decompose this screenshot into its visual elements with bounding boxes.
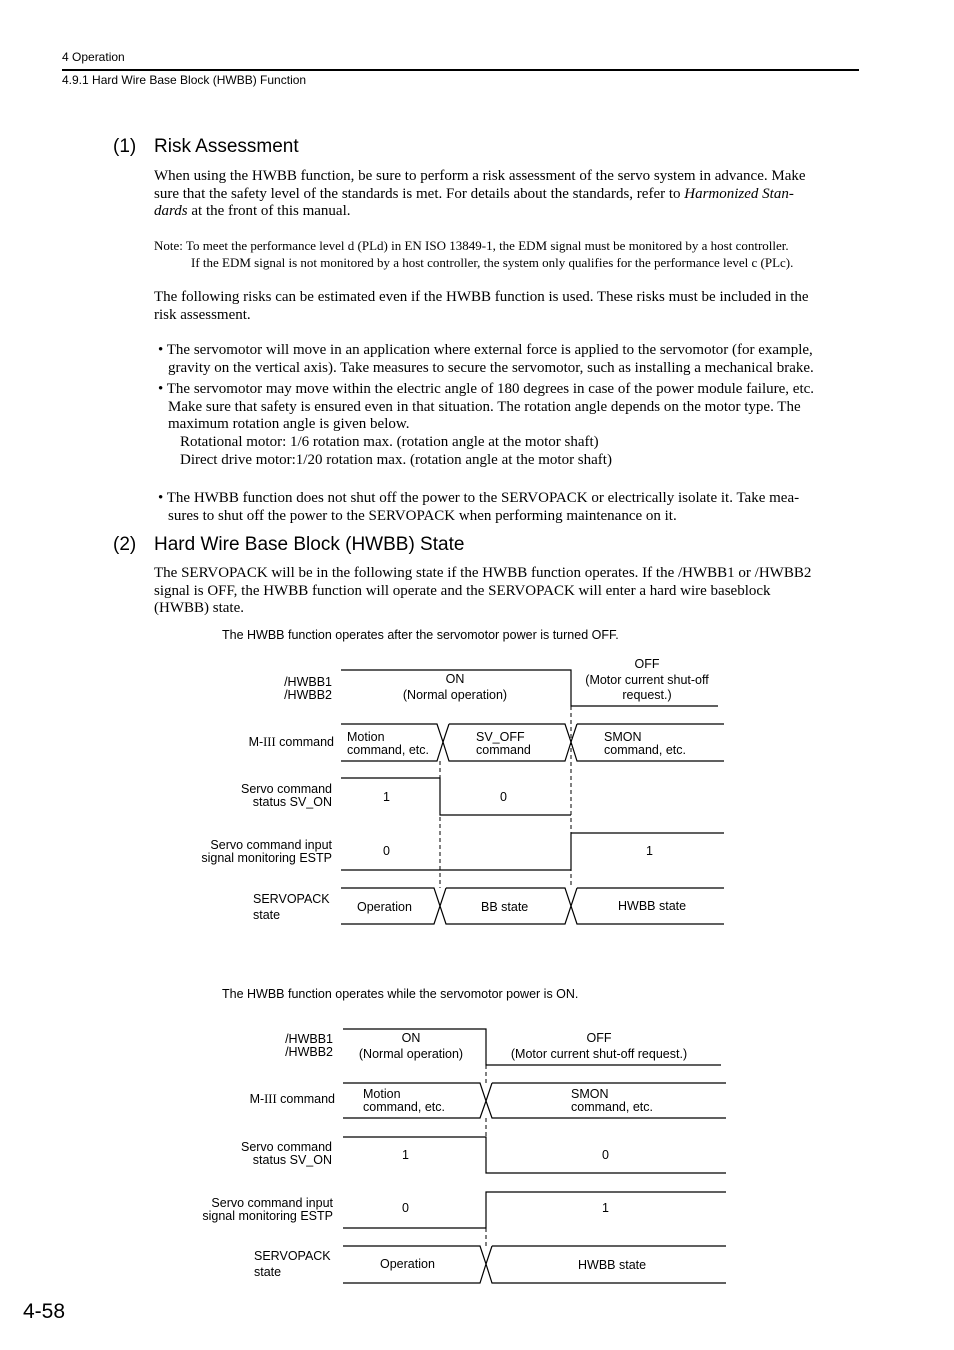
section2-number: (2) [113,534,137,555]
diagram1-estp-1: 1 [646,844,653,858]
section-label: 4.9.1 Hard Wire Base Block (HWBB) Function [62,73,307,87]
chapter-label: 4 Operation [62,50,125,64]
diagram2-label-svon: Servo command status SV_ON [240,1140,332,1167]
diagram2-svon-waveform [343,1137,726,1173]
section1-heading: Risk Assessment [154,136,299,157]
diagram1-svon-1: 1 [383,790,390,804]
diagram1-cmd3: SMON command, etc. [604,730,686,757]
section1-number: (1) [113,136,137,157]
diagram2-label-estp: Servo command input signal monitoring ESTP [202,1196,333,1223]
bullet-item-3: • The HWBB function does not shut off the power to the SERVOPACK or electrically isolate it. Take mea- sures to shut off the power to the SERVOPACK when performing maintenance on it. [158,490,800,524]
bullet-item-2: • The servomotor may move within the electric angle of 180 degrees in case of the power module failure, etc. Make sure that safety is ensured even in that situation. The rotation angle depends on the motor type. The maximum rotation angle is given below. Rotational motor: 1/6 rotation max. (rotation angle at the motor shaft) Direct drive motor:1/20 rotation max. (rotation angle at the motor shaft) [158,381,815,468]
diagram2-svon-0: 0 [602,1148,609,1162]
diagram1-state-operation: Operation [357,900,412,914]
bullet-item-1: • The servomotor will move in an application where external force is applied to the servomotor (for example, gravity on the vertical axis). Take measures to secure the servomotor, such as installing a mechanical brake. [158,342,814,376]
section2-heading: Hard Wire Base Block (HWBB) State [154,534,465,555]
diagram1-label-servopack: SERVOPACK state [253,892,330,922]
diagram2-hwbb-on: ON (Normal operation) [358,1031,464,1061]
diagram1-label-svon: Servo command status SV_ON [240,782,332,809]
diagram1-hwbb-off: OFF (Motor current shut-off request.) [585,657,709,702]
section1-para2: The following risks can be estimated even if the HWBB function is used. These risks must be included in the risk assessment. [154,289,809,323]
diagram1-state-bb: BB state [481,900,529,914]
page-number: 4-58 [23,1300,66,1323]
diagram1-cmd2: SV_OFF command [476,730,531,757]
diagram2-state-hwbb: HWBB state [578,1258,647,1272]
diagram1-label-m3: M-III command [248,735,334,749]
diagram1-state-hwbb: HWBB state [618,899,687,913]
diagram1-label-hwbb: /HWBB1 /HWBB2 [284,675,332,702]
note-block: Note: To meet the performance level d (PLd) in EN ISO 13849-1, the EDM signal must be monitored by a host controller. If the EDM signal is not monitored by a host controller, the system only qualifies for the performance level c (PLc). [154,238,794,270]
diagram2-label-m3: M-III command [249,1092,335,1106]
section1-para1: When using the HWBB function, be sure to perform a risk assessment of the servo system in advance. Make sure that the safety level of the standards is met. For details about the standards, refer to Harmonized Stan- dards at the front of this manual. [154,168,806,220]
diagram2-estp-1: 1 [602,1201,609,1215]
note-label: Note: [154,238,183,253]
diagram1-cmd1: Motion command, etc. [347,730,429,757]
diagram2-label-hwbb: /HWBB1 /HWBB2 [285,1032,333,1059]
diagram1-hwbb-on: ON (Normal operation) [402,672,508,702]
diagram2-caption: The HWBB function operates while the servomotor power is ON. [222,987,579,1001]
diagram2-hwbb-off: OFF (Motor current shut-off request.) [510,1031,688,1061]
diagram2-cmd2: SMON command, etc. [571,1087,653,1114]
diagram2-cmd1: Motion command, etc. [363,1087,445,1114]
diagram1-estp-0: 0 [383,844,390,858]
diagram2-label-servopack: SERVOPACK state [254,1249,331,1279]
diagram2-state-operation: Operation [380,1257,435,1271]
diagram2-svon-1: 1 [402,1148,409,1162]
diagram1-caption: The HWBB function operates after the servomotor power is turned OFF. [222,628,619,642]
diagram2-estp-0: 0 [402,1201,409,1215]
diagram1-svon-0: 0 [500,790,507,804]
diagram1-label-estp: Servo command input signal monitoring ESTP [201,838,332,865]
section2-para: The SERVOPACK will be in the following state if the HWBB function operates. If the /HWBB1 or /HWBB2 signal is OFF, the HWBB function will operate and the SERVOPACK will enter a hard wire baseblock (HWBB) state. [154,565,812,617]
diagram2-estp-waveform [343,1192,726,1228]
